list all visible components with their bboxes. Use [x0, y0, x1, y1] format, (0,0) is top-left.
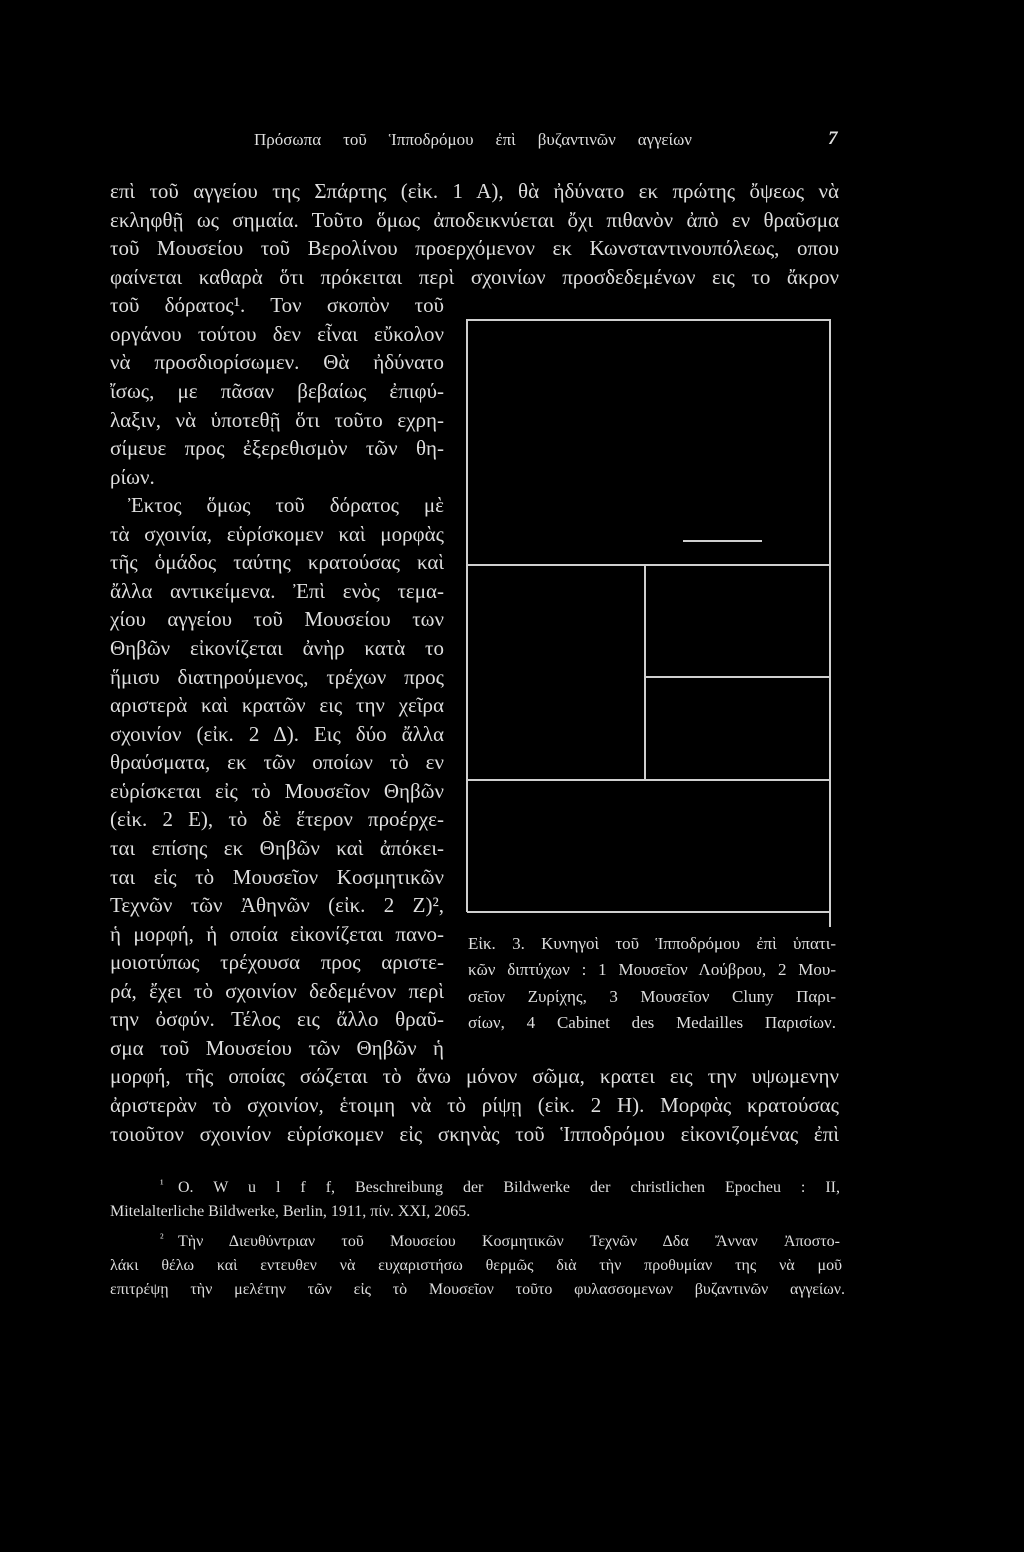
- column-text-line: τῆς ὁμάδος ταύτης κρατούσας καὶ: [110, 550, 444, 575]
- body-text-line: ἀριστερὰν τὸ σχοινίον, ἑτοιμη νὰ τὸ ρίψῃ (εἰκ. 2 Η). Μορφὰς κρατούσας: [110, 1093, 839, 1117]
- column-text-line: χίου αγγείου τοῦ Μουσείου των: [110, 607, 444, 632]
- footnote-1: [110, 1176, 840, 1224]
- column-text-line: ἥμισυ διατηρούμενος, τρέχων προς: [110, 664, 444, 689]
- body-text-line: τοῦ Μουσείου τοῦ Βερολίνου προερχόμενον εκ Κωνσταντινουπόλεως, οπου: [110, 236, 839, 261]
- column-text-line: Θηβῶν εἰκονίζεται ἀνὴρ κατὰ το: [110, 636, 444, 660]
- column-text-line: τὰ σχοινία, εὑρίσκομεν καὶ μορφὰς: [110, 521, 444, 546]
- caption-line: σίων, 4 Cabinet des Medailles Παρισίων.: [468, 1012, 836, 1032]
- column-text-line: Τεχνῶν τῶν Ἀθηνῶν (εἰκ. 2 Ζ)²,: [110, 893, 444, 918]
- footnote-line: O. W u l f f, Beschreibung der Bildwerke der christlichen Epocheu : II,: [178, 1179, 840, 1196]
- column-text-line: ται εἰς τὸ Μουσεῖον Κοσμητικῶν: [110, 864, 444, 889]
- column-text-line: εὑρίσκεται εἰς τὸ Μουσεῖον Θηβῶν: [110, 778, 444, 803]
- column-text-line: σμα τοῦ Μουσείου τῶν Θηβῶν ἡ: [110, 1035, 444, 1060]
- column-text-line: οργάνου τούτου δεν εἶναι εὔκολον: [110, 321, 444, 346]
- column-text-line: θραύσματα, εκ τῶν οποίων τὸ εν: [110, 750, 444, 775]
- column-text-line: ρίων.: [110, 464, 155, 489]
- body-text-line: μορφή, τῆς οποίας σώζεται τὸ ἄνω μόνον σῶμα, κρατει εις την υψωμενην: [110, 1064, 839, 1089]
- column-text-line: μοιοτύπως τρέχουσα προς αριστε-: [110, 950, 444, 975]
- column-text-line: ἄλλα αντικείμενα. Ἐπὶ ενὸς τεμα-: [110, 578, 444, 603]
- column-text-line: ρά, ἔχει τὸ σχοινίον δεδεμένον περὶ: [110, 978, 444, 1003]
- footnote-2: [110, 1230, 845, 1302]
- body-text-line: εκληφθῇ ως σημαία. Τοῦτο ὅμως ἀποδεικνύεται ὄχι πιθανὸν ἀπὸ εν θραῦσμα: [110, 207, 839, 232]
- body-text-line: επὶ τοῦ αγγείου της Σπάρτης (εἰκ. 1 Α), θὰ ἠδύνατο εκ πρώτης ὄψεως νὰ: [110, 179, 839, 203]
- page-number: 7: [828, 128, 838, 149]
- column-text-line: (εἰκ. 2 Ε), τὸ δὲ ἕτερον προέρχε-: [110, 807, 444, 832]
- body-text-line: τοιοῦτον σχοινίον εὑρίσκομεν εἰς σκηνὰς τοῦ Ἱπποδρόμου εἰκονιζομένας ἐπὶ: [110, 1121, 839, 1146]
- footnote-marker: ²: [160, 1231, 164, 1245]
- column-text-line: νὰ προσδιορίσωμεν. Θὰ ἠδύνατο: [110, 350, 444, 375]
- caption-line: σεῖον Ζυρίχης, 3 Μουσεῖον Cluny Παρι-: [468, 986, 836, 1006]
- caption-line: Εἰκ. 3. Κυνηγοὶ τοῦ Ἱπποδρόμου ἐπὶ ὑπατι-: [468, 934, 836, 953]
- running-title: Πρόσωπα τοῦ Ἱπποδρόμου ἐπὶ βυζαντινῶν αγγείων: [254, 130, 692, 149]
- footnote-line: λάκι θέλω καὶ εντευθεν νὰ ευχαριστήσω θερμῶς διὰ τὴν προθυμίαν της νὰ μοῦ: [110, 1257, 842, 1274]
- footnote-line: επιτρέψῃ τὴν μελέτην τῶν εἰς τὸ Μουσεῖον τοῦτο φυλασσομενων βυζαντινῶν αγγείων.: [110, 1281, 845, 1298]
- footnote-marker: ¹: [160, 1177, 164, 1191]
- figure-caption: [468, 931, 836, 1036]
- body-text-line: φαίνεται καθαρὰ ὅτι πρόκειται περὶ σχοινίων προσδεδεμένων εις το ἄκρον: [110, 264, 839, 289]
- footnote-line: Mitelalterliche Bildwerke, Berlin, 1911, πίν. XXI, 2065.: [110, 1203, 471, 1220]
- column-text-line: ται επίσης εκ Θηβῶν καὶ ἀπόκει-: [110, 835, 444, 860]
- column-text-line: ἡ μορφή, ἡ οποία εἰκονίζεται πανο-: [110, 921, 444, 946]
- column-text-line: σίμευε προς ἐξερεθισμὸν τῶν θη-: [110, 436, 444, 461]
- column-text-line: σχοινίον (εἰκ. 2 Δ). Εις δύο ἄλλα: [110, 721, 444, 746]
- column-text-line: ἴσως, με πᾶσαν βεβαίως ἐπιφύ-: [110, 378, 444, 403]
- column-text-line: λαξιν, νὰ ὑποτεθῇ ὅτι τοῦτο εχρη-: [110, 407, 444, 432]
- column-text-line: την ὀσφύν. Τέλος εις ἄλλο θραῦ-: [110, 1007, 444, 1032]
- paragraph-start-line: Ἐκτος ὅμως τοῦ δόρατος μὲ: [128, 493, 444, 518]
- footnote-line: Τὴν Διευθύντριαν τοῦ Μουσείου Κοσμητικῶν Τεχνῶν Δδα Ἄνναν Ἀποστο-: [178, 1233, 840, 1250]
- column-text-line: αριστερὰ καὶ κρατῶν εις την χεῖρα: [110, 693, 444, 718]
- body-text-line: τοῦ δόρατος¹. Τον σκοπὸν τοῦ: [110, 293, 444, 318]
- caption-line: κῶν διπτύχων : 1 Μουσεῖον Λούβρου, 2 Μου-: [468, 960, 836, 980]
- figure-frame: [460, 314, 836, 934]
